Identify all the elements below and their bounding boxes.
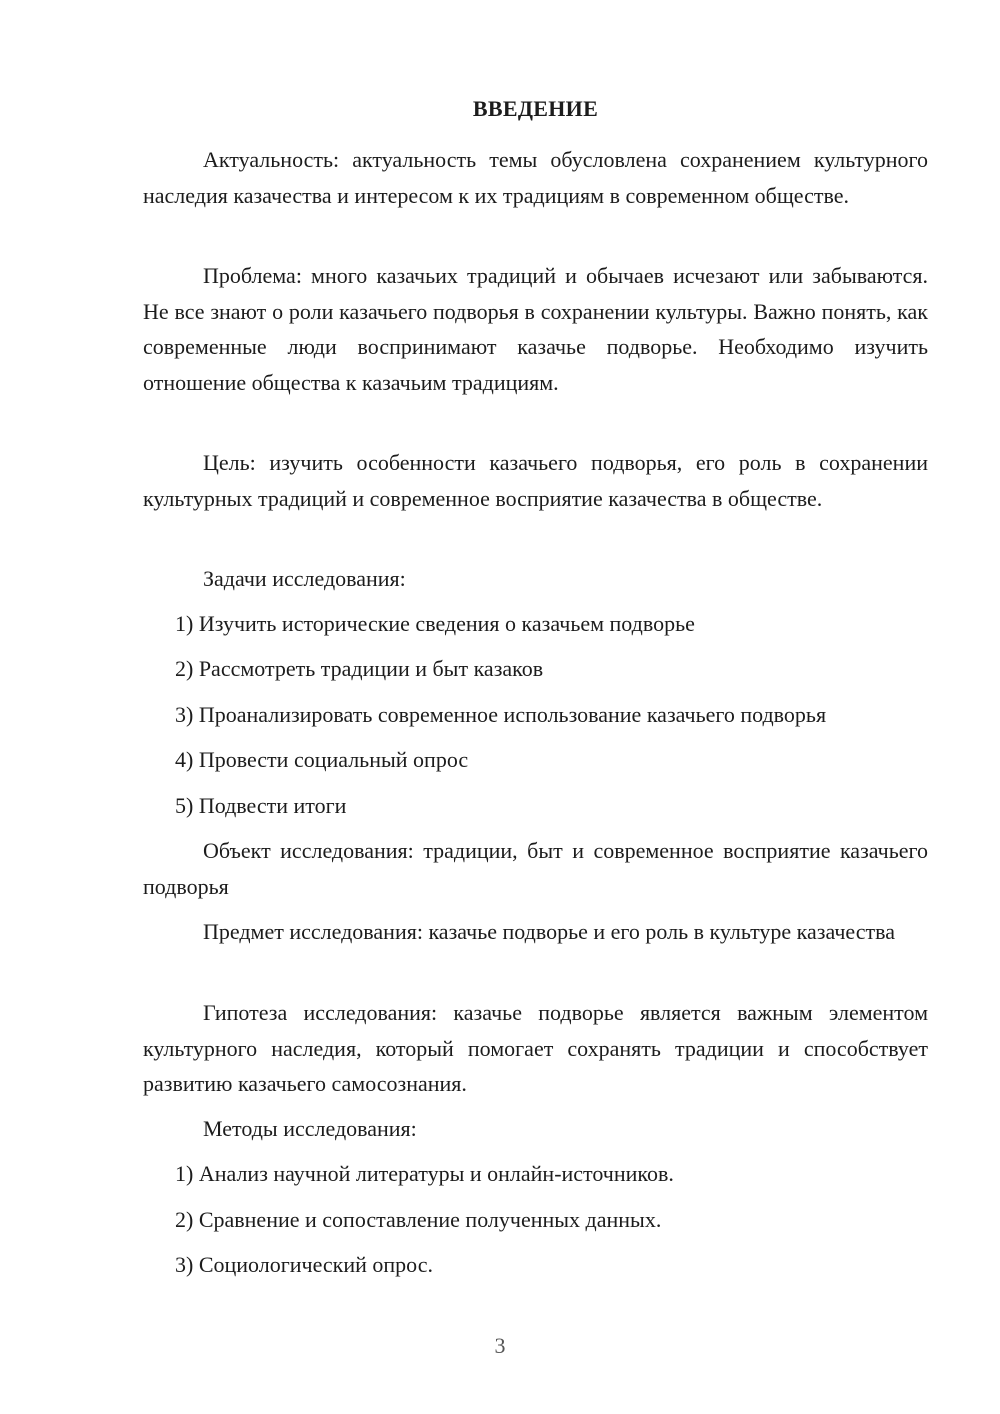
- paragraph-hypothesis: Гипотеза исследования: казачье подворье является важным элементом культурного наследия, который помогает сохранять традиции и способствует развитию казачьего самосознания.: [143, 1000, 928, 1096]
- methods-heading: Методы исследования:: [203, 1116, 417, 1141]
- method-item-3: 3) Социологический опрос.: [175, 1252, 433, 1277]
- paragraph-relevance: Актуальность: актуальность темы обусловлена сохранением культурного наследия казачества и интересом к их традициям в современном обществе.: [143, 147, 928, 208]
- paragraph-object: Объект исследования: традиции, быт и современное восприятие казачьего подворья: [143, 838, 928, 899]
- document-title: ВВЕДЕНИЕ: [472, 96, 599, 121]
- task-item-4: 4) Провести социальный опрос: [175, 747, 469, 772]
- task-item-5: 5) Подвести итоги: [175, 793, 347, 818]
- task-item-1: 1) Изучить исторические сведения о казачьем подворье: [175, 611, 695, 636]
- tasks-heading: Задачи исследования:: [203, 566, 406, 591]
- paragraph-goal: Цель: изучить особенности казачьего подворья, его роль в сохранении культурных традиций и современное восприятие казачества в обществе.: [143, 450, 928, 511]
- task-item-3: 3) Проанализировать современное использование казачьего подворья: [175, 702, 827, 727]
- method-item-2: 2) Сравнение и сопоставление полученных данных.: [175, 1207, 662, 1232]
- method-item-1: 1) Анализ научной литературы и онлайн-источников.: [175, 1161, 674, 1186]
- page-number: 3: [494, 1333, 506, 1358]
- task-item-2: 2) Рассмотреть традиции и быт казаков: [175, 656, 544, 681]
- paragraph-problem: Проблема: много казачьих традиций и обычаев исчезают или забываются. Не все знают о роли казачьего подворья в сохранении культуры. Важно понять, как современные люди воспринимают казачье подворье. Необходимо изучить отношение общества к казачьим традициям.: [143, 263, 928, 395]
- paragraph-subject: Предмет исследования: казачье подворье и его роль в культуре казачества: [203, 919, 895, 944]
